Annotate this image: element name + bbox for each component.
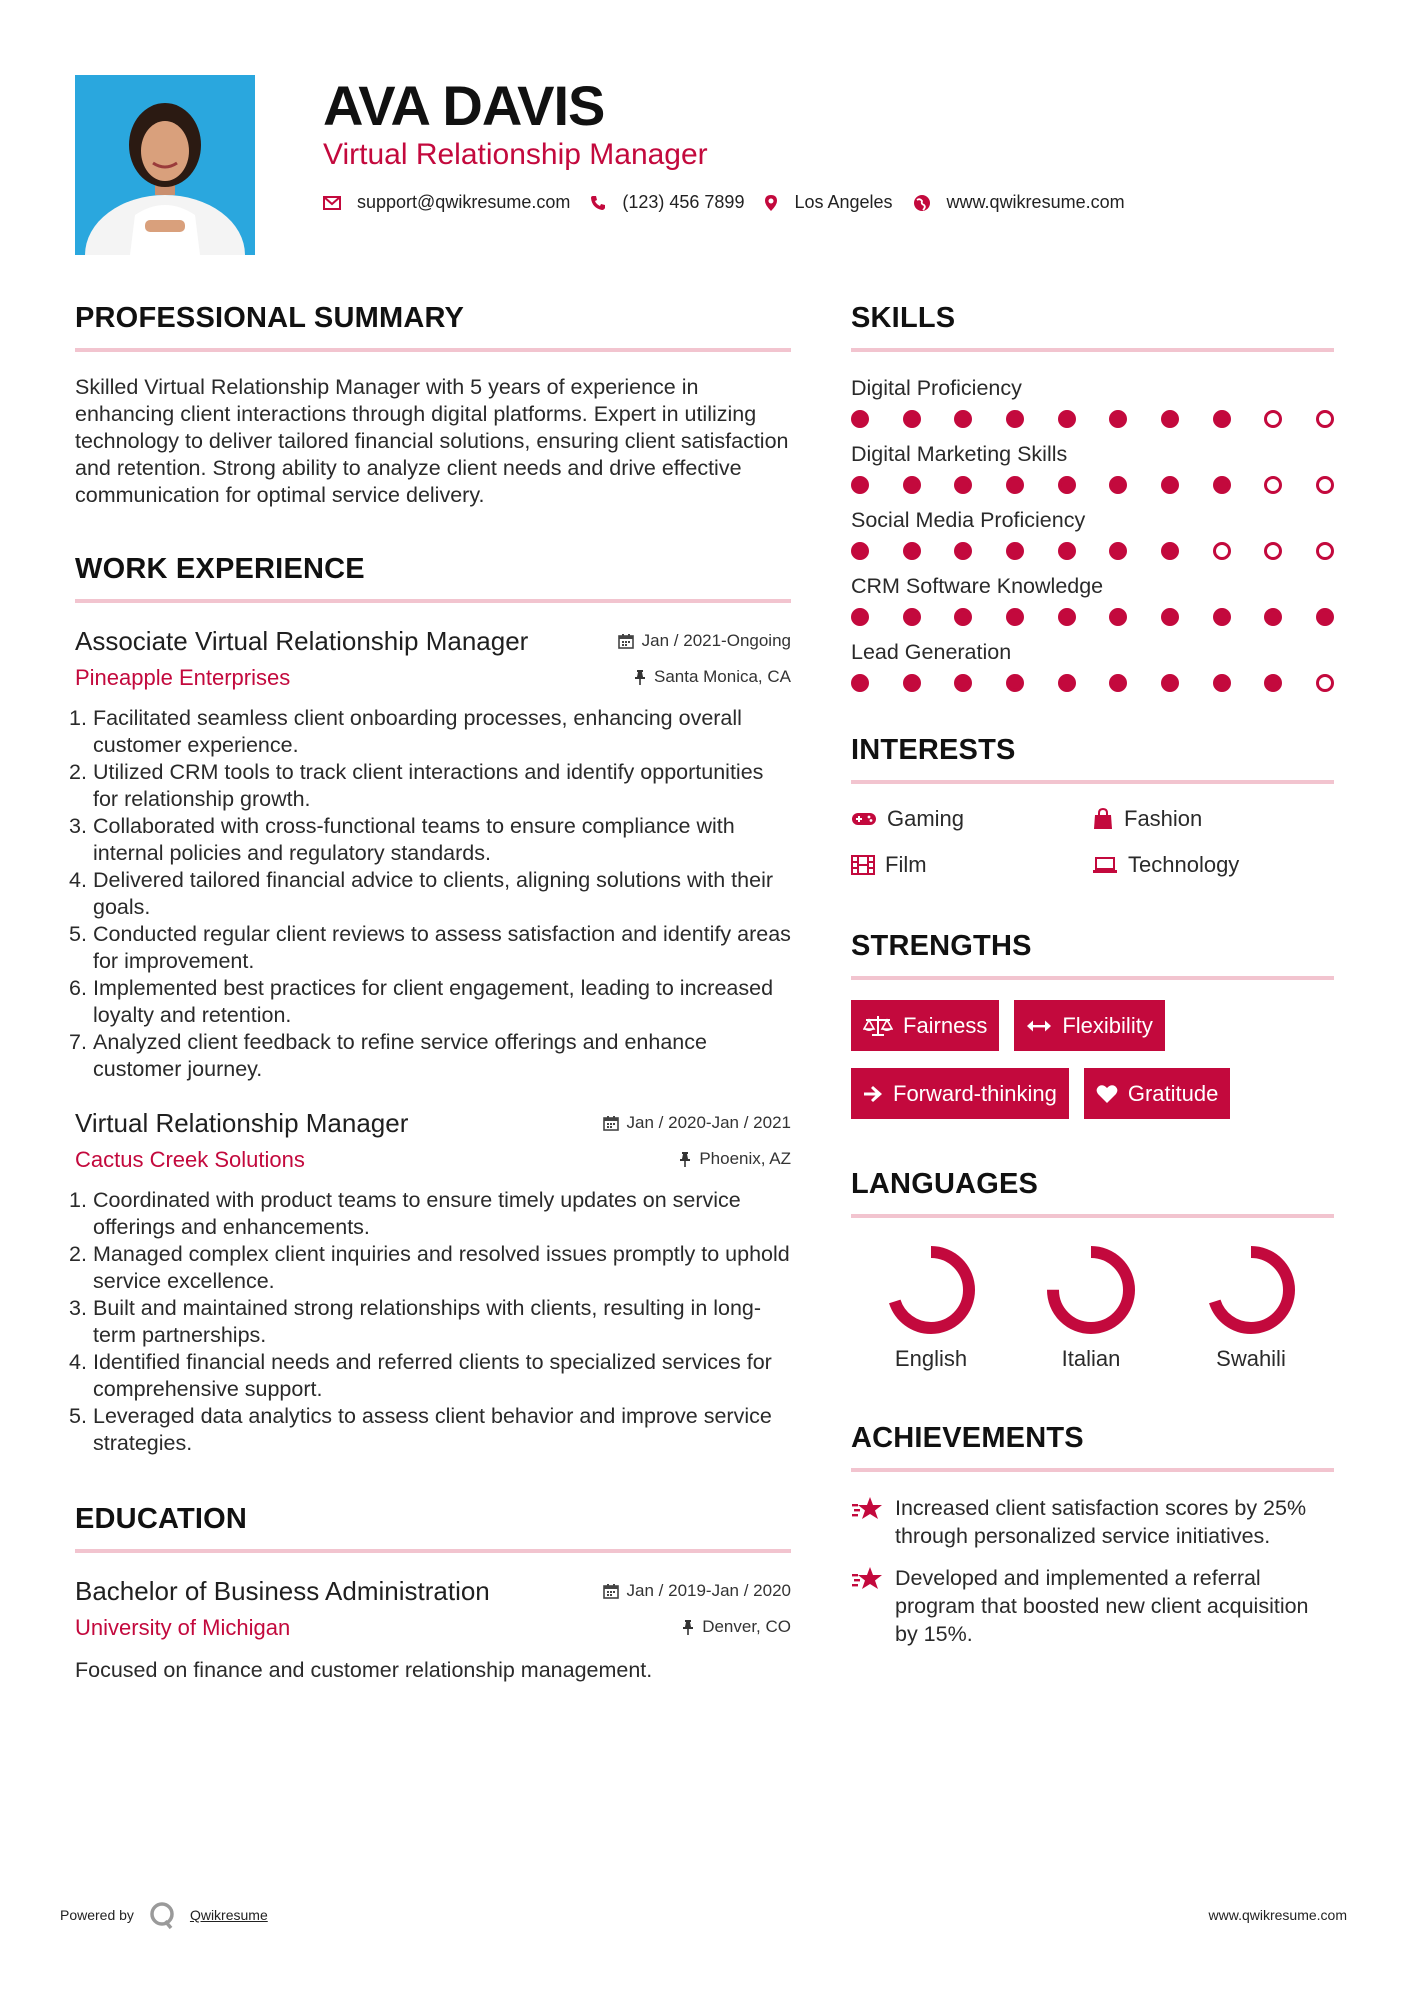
skill-level-dot	[1264, 476, 1282, 494]
strength-label: Flexibility	[1062, 1012, 1153, 1038]
arrow-right-icon	[863, 1085, 883, 1103]
skill-level-dot	[1058, 674, 1076, 692]
skill-level-dot	[1109, 410, 1127, 428]
interest-film	[851, 852, 1092, 878]
languages-heading: LANGUAGES	[851, 1164, 1334, 1218]
skill-level-dot	[1264, 608, 1282, 626]
profile-photo	[75, 75, 255, 255]
contact-email[interactable]	[323, 192, 570, 213]
bullet-number: 4.	[69, 1350, 87, 1374]
calendar-icon	[618, 633, 634, 649]
skill-level-dot	[1316, 410, 1334, 428]
skill-level-dot	[954, 674, 972, 692]
languages-list	[851, 1240, 1334, 1372]
job-bullet	[69, 975, 791, 1029]
job-bullet	[69, 1029, 791, 1083]
qwikresume-logo-icon	[148, 1900, 178, 1930]
skill-level-dot	[1006, 542, 1024, 560]
bullet-text: Collaborated with cross-functional teams to ensure compliance with internal policies and regulatory standards.	[93, 814, 735, 865]
skill-level-dot	[954, 542, 972, 560]
bullet-text: Facilitated seamless client onboarding processes, enhancing overall customer experience.	[93, 706, 742, 757]
bullet-number: 5.	[69, 1404, 87, 1428]
skill-level-dot	[1316, 674, 1334, 692]
pin-icon	[634, 669, 646, 685]
job-location-text: Phoenix, AZ	[699, 1149, 791, 1168]
job-date	[603, 1113, 791, 1133]
language-label: Italian	[1061, 1346, 1121, 1371]
bullet-text: Built and maintained strong relationships with clients, resulting in long-term partnerships.	[93, 1296, 762, 1347]
contact-location-text: Los Angeles	[794, 192, 893, 212]
job-bullets	[69, 1187, 791, 1457]
skill-item	[851, 440, 1334, 494]
achievement-item	[851, 1564, 1334, 1648]
skill-level-dot	[1213, 410, 1231, 428]
phone-icon	[590, 195, 606, 211]
skill-level-dot	[954, 410, 972, 428]
summary-text: Skilled Virtual Relationship Manager with 5 years of experience in enhancing client interactions through digital platforms. Expert in utilizing technology to deliver tailored financial solutions, ensuring client satisfaction and retention. Strong ability to analyze client needs and drive effective communication for optimal service delivery.	[75, 375, 789, 507]
skill-rating	[851, 542, 1334, 560]
skill-level-dot	[1109, 542, 1127, 560]
strength-gratitude	[1084, 1068, 1231, 1119]
strength-label: Fairness	[903, 1012, 988, 1038]
skill-level-dot	[1264, 674, 1282, 692]
skill-level-dot	[1264, 542, 1282, 560]
achievements-list	[851, 1494, 1334, 1648]
bullet-number: 1.	[69, 1188, 87, 1212]
skill-level-dot	[1316, 476, 1334, 494]
contact-bar	[323, 192, 1145, 213]
job-entry	[69, 625, 791, 1083]
skill-level-dot	[954, 608, 972, 626]
skill-level-dot	[954, 476, 972, 494]
language-item	[1171, 1240, 1331, 1372]
bullet-text: Implemented best practices for client engagement, leading to increased loyalty and retention.	[93, 976, 774, 1027]
education-date-text: Jan / 2019-Jan / 2020	[626, 1581, 791, 1600]
interest-gaming	[851, 806, 1092, 832]
job-date-text: Jan / 2020-Jan / 2021	[626, 1113, 791, 1132]
education-degree: Bachelor of Business Administration	[75, 1576, 490, 1606]
skill-level-dot	[903, 410, 921, 428]
skill-level-dot	[1316, 542, 1334, 560]
interest-label: Fashion	[1124, 806, 1203, 831]
bullet-number: 6.	[69, 976, 87, 1000]
contact-website[interactable]	[913, 192, 1125, 213]
interest-fashion	[1092, 806, 1334, 832]
pin-icon	[679, 1151, 691, 1167]
bullet-text: Managed complex client inquiries and resolved issues promptly to uphold service excellence.	[93, 1242, 790, 1293]
job-entry	[69, 1107, 791, 1457]
job-date	[618, 631, 791, 651]
language-item	[851, 1240, 1011, 1372]
contact-location	[764, 192, 892, 213]
strength-label: Forward-thinking	[893, 1080, 1057, 1106]
footer-powered-by	[60, 1900, 268, 1930]
skill-item	[851, 638, 1334, 692]
language-level-arc	[1213, 1252, 1289, 1328]
skill-level-dot	[903, 542, 921, 560]
skill-level-dot	[1109, 476, 1127, 494]
job-location	[634, 667, 791, 687]
job-date-text: Jan / 2021-Ongoing	[641, 631, 791, 650]
skill-level-dot	[1006, 476, 1024, 494]
footer-website[interactable]: www.qwikresume.com	[1208, 1907, 1347, 1923]
skill-rating	[851, 674, 1334, 692]
interest-label: Technology	[1128, 852, 1240, 877]
summary-heading: PROFESSIONAL SUMMARY	[75, 298, 791, 352]
shopping-bag-icon	[1092, 808, 1114, 830]
job-list	[69, 625, 791, 1457]
job-bullet	[69, 1349, 791, 1403]
education-entry	[75, 1575, 791, 1685]
job-bullet	[69, 867, 791, 921]
star-icon	[851, 1566, 883, 1592]
bullet-text: Identified financial needs and referred clients to specialized services for comprehensive support.	[93, 1350, 772, 1401]
strength-fairness	[851, 1000, 999, 1051]
interests-list	[851, 806, 1334, 878]
job-company: Pineapple Enterprises	[75, 665, 291, 690]
bullet-text: Delivered tailored financial advice to clients, aligning solutions with their goals.	[93, 868, 774, 919]
skill-rating	[851, 410, 1334, 428]
map-marker-icon	[764, 194, 778, 212]
achievement-text: Increased client satisfaction scores by 25% through personalized service initiatives.	[895, 1496, 1307, 1548]
skill-name: Social Media Proficiency	[851, 508, 1086, 532]
strength-label: Gratitude	[1127, 1080, 1219, 1106]
pin-icon	[682, 1619, 694, 1635]
job-bullet	[69, 1241, 791, 1295]
bullet-text: Conducted regular client reviews to assess satisfaction and identify areas for improvement.	[93, 922, 791, 973]
skill-level-dot	[903, 608, 921, 626]
achievement-text: Developed and implemented a referral program that boosted new client acquisition by 15%.	[895, 1566, 1309, 1646]
contact-phone[interactable]	[590, 192, 744, 213]
bullet-number: 2.	[69, 760, 87, 784]
candidate-role: Virtual Relationship Manager	[323, 138, 708, 171]
language-label: English	[894, 1346, 968, 1371]
strength-forward-thinking	[851, 1068, 1069, 1119]
bullet-number: 3.	[69, 1296, 87, 1320]
skill-item	[851, 506, 1334, 560]
left-column	[69, 298, 791, 1709]
achievement-item	[851, 1494, 1334, 1550]
bullet-number: 2.	[69, 1242, 87, 1266]
right-column	[851, 298, 1334, 1662]
skill-level-dot	[1213, 608, 1231, 626]
star-icon	[851, 1496, 883, 1522]
interest-label: Film	[885, 852, 927, 877]
interest-technology	[1092, 852, 1334, 878]
education-heading: EDUCATION	[75, 1499, 791, 1553]
skill-level-dot	[1109, 674, 1127, 692]
globe-icon	[913, 194, 931, 212]
skill-level-dot	[1213, 674, 1231, 692]
skill-item	[851, 572, 1334, 626]
gamepad-icon	[851, 811, 877, 827]
bullet-text: Utilized CRM tools to track client interactions and identify opportunities for relationship growth.	[93, 760, 764, 811]
skill-level-dot	[903, 476, 921, 494]
bullet-text: Coordinated with product teams to ensure timely updates on service offerings and enhancements.	[93, 1188, 741, 1239]
candidate-name: AVA DAVIS	[323, 74, 605, 137]
job-bullet	[69, 921, 791, 975]
skill-level-dot	[851, 674, 869, 692]
film-icon	[851, 855, 875, 875]
bullet-number: 7.	[69, 1030, 87, 1054]
arrows-horizontal-icon	[1026, 1019, 1052, 1033]
calendar-icon	[603, 1115, 619, 1131]
skill-level-dot	[1264, 410, 1282, 428]
language-level-arc	[893, 1252, 969, 1328]
skill-name: CRM Software Knowledge	[851, 574, 1104, 598]
powered-by-brand-link[interactable]: Qwikresume	[189, 1907, 268, 1923]
skill-rating	[851, 608, 1334, 626]
interest-label: Gaming	[887, 806, 965, 831]
job-location-text: Santa Monica, CA	[653, 667, 791, 686]
skill-rating	[851, 476, 1334, 494]
envelope-icon	[323, 196, 341, 210]
skill-level-dot	[1006, 608, 1024, 626]
skill-level-dot	[1058, 410, 1076, 428]
bullet-number: 4.	[69, 868, 87, 892]
skill-level-dot	[1058, 542, 1076, 560]
language-item	[1011, 1240, 1171, 1372]
job-bullets	[69, 705, 791, 1083]
bullet-number: 3.	[69, 814, 87, 838]
job-bullet	[69, 1295, 791, 1349]
skill-level-dot	[1161, 674, 1179, 692]
strength-flexibility	[1014, 1000, 1164, 1051]
language-level-ring	[1201, 1240, 1301, 1340]
job-bullet	[69, 705, 791, 759]
language-level-arc	[1053, 1252, 1129, 1328]
strengths-list	[851, 1000, 1334, 1136]
contact-website-text: www.qwikresume.com	[946, 192, 1125, 212]
interests-heading: INTERESTS	[851, 730, 1334, 784]
skill-name: Digital Marketing Skills	[851, 442, 1068, 466]
skill-name: Digital Proficiency	[851, 376, 1022, 400]
job-company: Cactus Creek Solutions	[75, 1147, 305, 1172]
achievements-heading: ACHIEVEMENTS	[851, 1418, 1334, 1472]
language-label: Swahili	[1216, 1346, 1286, 1371]
skills-list	[851, 374, 1334, 692]
education-location	[682, 1617, 791, 1637]
skill-item	[851, 374, 1334, 428]
skill-level-dot	[1161, 608, 1179, 626]
skill-level-dot	[851, 542, 869, 560]
skill-level-dot	[851, 476, 869, 494]
skill-level-dot	[1109, 608, 1127, 626]
skill-level-dot	[1161, 542, 1179, 560]
education-date	[603, 1581, 791, 1601]
bullet-text: Analyzed client feedback to refine service offerings and enhance customer journey.	[93, 1030, 707, 1081]
skill-level-dot	[1316, 608, 1334, 626]
job-title: Associate Virtual Relationship Manager	[75, 626, 529, 656]
laptop-icon	[1092, 856, 1118, 874]
skill-level-dot	[1161, 476, 1179, 494]
job-bullet	[69, 1403, 791, 1457]
contact-phone-text: (123) 456 7899	[622, 192, 745, 212]
skill-level-dot	[1213, 542, 1231, 560]
job-bullet	[69, 759, 791, 813]
bullet-number: 1.	[69, 706, 87, 730]
bullet-text: Leveraged data analytics to assess client behavior and improve service strategies.	[93, 1404, 772, 1455]
skill-level-dot	[1213, 476, 1231, 494]
language-level-ring	[881, 1240, 981, 1340]
job-bullet	[69, 1187, 791, 1241]
heart-icon	[1096, 1084, 1118, 1104]
balance-scale-icon	[863, 1015, 893, 1037]
job-title: Virtual Relationship Manager	[75, 1108, 409, 1138]
contact-email-text: support@qwikresume.com	[357, 192, 571, 212]
skills-heading: SKILLS	[851, 298, 1334, 352]
skill-name: Lead Generation	[851, 640, 1012, 664]
bullet-number: 5.	[69, 922, 87, 946]
skill-level-dot	[1058, 608, 1076, 626]
strengths-heading: STRENGTHS	[851, 926, 1334, 980]
education-location-text: Denver, CO	[702, 1617, 791, 1636]
skill-level-dot	[1006, 674, 1024, 692]
skill-level-dot	[851, 410, 869, 428]
skill-level-dot	[851, 608, 869, 626]
job-location	[679, 1149, 791, 1169]
calendar-icon	[603, 1583, 619, 1599]
powered-by-text: Powered by	[60, 1907, 134, 1923]
skill-level-dot	[1006, 410, 1024, 428]
language-level-ring	[1041, 1240, 1141, 1340]
experience-heading: WORK EXPERIENCE	[75, 549, 791, 603]
job-bullet	[69, 813, 791, 867]
education-description: Focused on finance and customer relationship management.	[75, 1658, 653, 1682]
education-school: University of Michigan	[75, 1615, 291, 1640]
skill-level-dot	[1058, 476, 1076, 494]
skill-level-dot	[903, 674, 921, 692]
skill-level-dot	[1161, 410, 1179, 428]
